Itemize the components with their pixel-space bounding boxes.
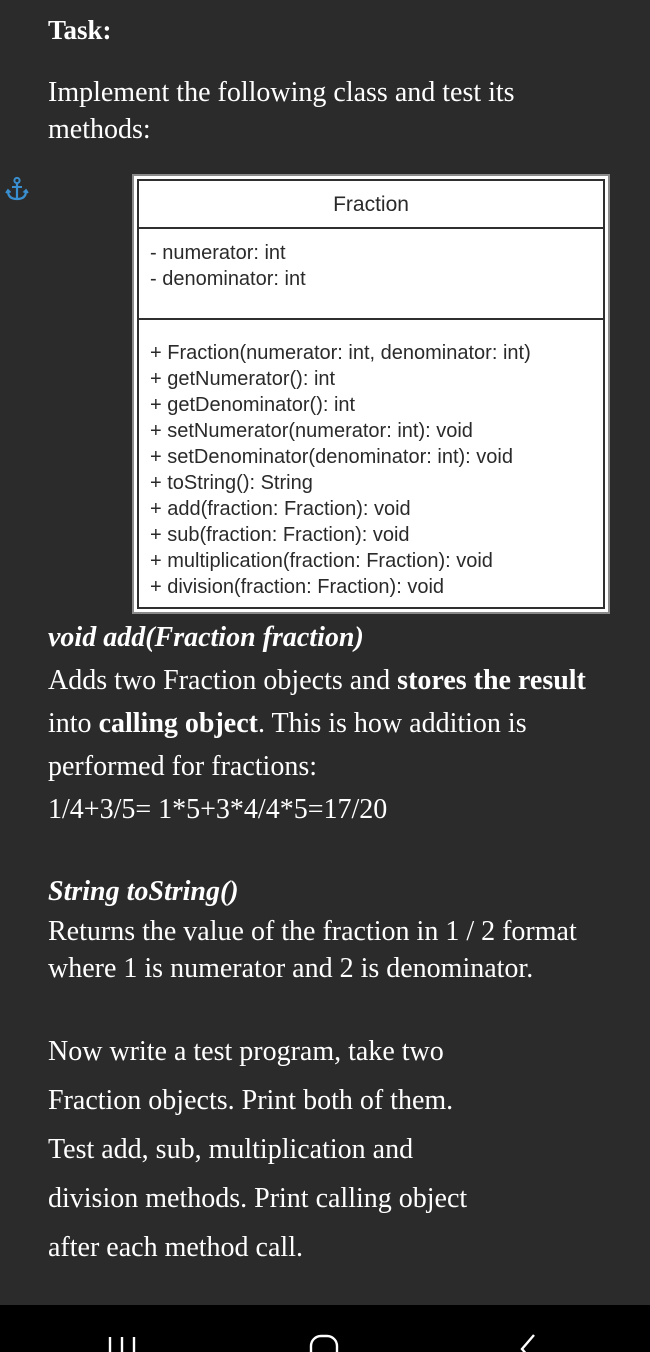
- add-desc-text: into: [48, 708, 99, 739]
- home-icon[interactable]: [304, 1329, 344, 1352]
- add-method-signature: void add(Fraction fraction): [48, 622, 364, 653]
- intro-line: Implement the following class and test its: [48, 77, 515, 108]
- uml-method: + setNumerator(numerator: int): void: [150, 420, 473, 442]
- test-program-description: [48, 1027, 628, 1272]
- add-desc-text: . This is how addition is performed for fractions:: [48, 708, 527, 782]
- test-line: Now write a test program, take two: [48, 1036, 444, 1067]
- back-icon[interactable]: [508, 1329, 548, 1352]
- uml-attribute: - numerator: int: [150, 242, 286, 264]
- test-line: division methods. Print calling object: [48, 1183, 468, 1214]
- add-example: 1/4+3/5= 1*5+3*4/4*5=17/20: [48, 794, 388, 825]
- uml-method: + add(fraction: Fraction): void: [150, 498, 411, 520]
- uml-class-box: [137, 179, 605, 609]
- uml-method: + multiplication(fraction: Fraction): void: [150, 550, 493, 572]
- uml-method: + setDenominator(denominator: int): void: [150, 446, 513, 468]
- uml-class-diagram: [132, 174, 610, 614]
- anchor-icon[interactable]: [5, 176, 29, 204]
- tostring-line: Returns the value of the fraction in 1 / 2 format: [48, 916, 577, 947]
- add-desc-bold: calling object: [98, 708, 258, 739]
- uml-attribute: - denominator: int: [150, 268, 306, 290]
- tostring-description: [48, 913, 638, 987]
- uml-method: + sub(fraction: Fraction): void: [150, 524, 410, 546]
- uml-method: + toString(): String: [150, 472, 313, 494]
- uml-method: + getNumerator(): int: [150, 368, 336, 390]
- add-method-description: [48, 659, 628, 831]
- intro-line: methods:: [48, 114, 151, 145]
- uml-class-name: Fraction: [139, 181, 603, 229]
- add-desc-text: Adds two Fraction objects and: [48, 665, 398, 696]
- uml-attributes: [139, 229, 603, 320]
- uml-method: + division(fraction: Fraction): void: [150, 576, 445, 598]
- tostring-method-signature: String toString(): [48, 876, 239, 907]
- uml-method: + Fraction(numerator: int, denominator: int): [150, 342, 531, 364]
- test-line: after each method call.: [48, 1232, 303, 1263]
- add-desc-bold: stores the result: [397, 665, 586, 696]
- navigation-bar: [0, 1305, 650, 1352]
- uml-method: + getDenominator(): int: [150, 394, 356, 416]
- task-title: Task:: [48, 15, 112, 45]
- tostring-line: where 1 is numerator and 2 is denominator.: [48, 953, 534, 984]
- test-line: Test add, sub, multiplication and: [48, 1134, 414, 1165]
- recent-apps-icon[interactable]: [102, 1329, 142, 1352]
- uml-methods: [139, 320, 603, 607]
- test-line: Fraction objects. Print both of them.: [48, 1085, 454, 1116]
- intro-text: [48, 74, 608, 148]
